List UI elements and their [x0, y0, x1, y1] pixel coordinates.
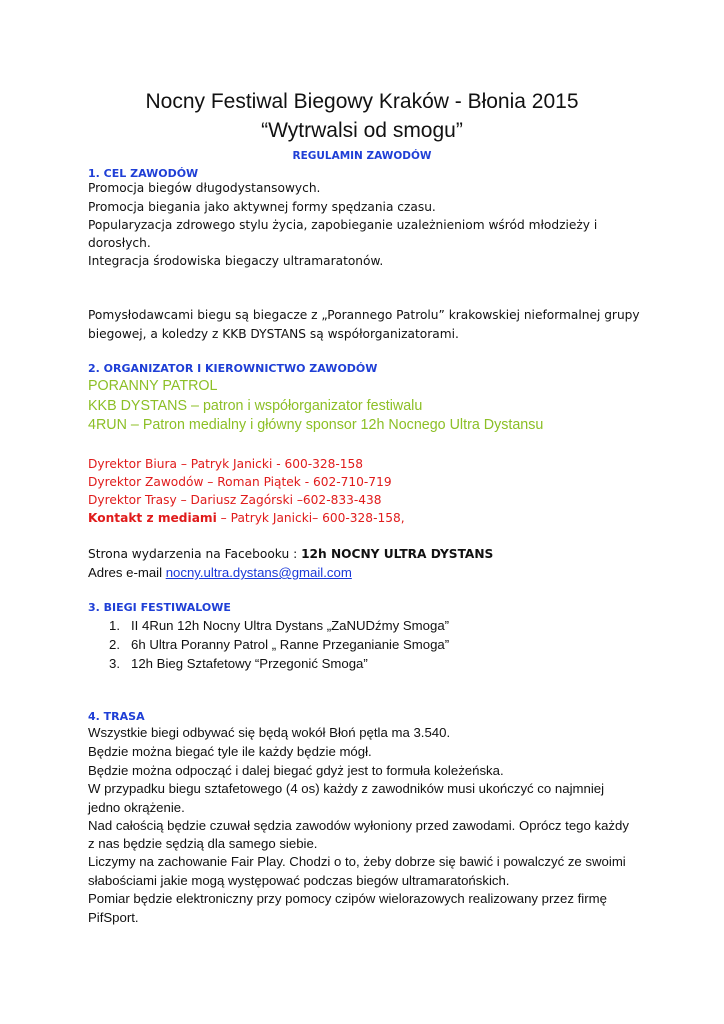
email-label: Adres e-mail — [88, 565, 166, 580]
list-number: 2. — [109, 637, 120, 652]
section1-heading: 1. CEL ZAWODÓW — [88, 167, 199, 180]
facebook-page-name: 12h NOCNY ULTRA DYSTANS — [301, 547, 494, 561]
organizer-line: 4RUN – Patron medialny i główny sponsor 12h Nocnego Ultra Dystansu — [88, 417, 544, 433]
facebook-line — [88, 547, 493, 561]
founders-paragraph: biegowej, a koledzy z KKB DYSTANS są współorganizatorami. — [88, 327, 459, 341]
email-link[interactable]: nocny.ultra.dystans@gmail.com — [165, 565, 352, 580]
contact-line: Dyrektor Biura – Patryk Janicki - 600-328-158 — [88, 457, 364, 471]
race-list-item — [109, 637, 449, 652]
section1-line: Popularyzacja zdrowego stylu życia, zapobieganie uzależnieniom wśród młodzieży i — [88, 218, 598, 232]
race-list-item — [109, 618, 449, 633]
route-line: z nas będzie sędzią dla samego siebie. — [88, 836, 318, 851]
list-number: 3. — [109, 656, 120, 671]
section2-heading: 2. ORGANIZATOR I KIEROWNICTWO ZAWODÓW — [88, 362, 378, 375]
route-line: jedno okrążenie. — [88, 800, 185, 815]
organizer-line: KKB DYSTANS – patron i współorganizator festiwalu — [88, 398, 423, 414]
section4-heading: 4. TRASA — [88, 710, 145, 723]
race-name: II 4Run 12h Nocny Ultra Dystans „ZaNUDźmy Smoga” — [131, 618, 450, 633]
section1-line: dorosłych. — [88, 236, 151, 250]
section1-line: Promocja biegów długodystansowych. — [88, 181, 321, 195]
organizer-line: PORANNY PATROL — [88, 378, 218, 394]
route-line: Wszystkie biegi odbywać się będą wokół Błoń pętla ma 3.540. — [88, 725, 451, 740]
media-contact-text: – Patryk Janicki– 600-328-158, — [216, 511, 405, 525]
regulamin-heading: REGULAMIN ZAWODÓW — [292, 150, 432, 162]
route-line: Liczymy na zachowanie Fair Play. Chodzi o to, żeby dobrze się bawić i powalczyć ze swoimi — [88, 854, 626, 869]
route-line: Pomiar będzie elektroniczny przy pomocy czipów wielorazowych realizowany przez firmę — [88, 891, 607, 906]
document-title: Nocny Festiwal Biegowy Kraków - Błonia 2015 — [145, 90, 579, 113]
race-name: 12h Bieg Sztafetowy “Przegonić Smoga” — [131, 656, 368, 671]
list-number: 1. — [109, 618, 120, 633]
section1-line: Integracja środowiska biegaczy ultramaratonów. — [88, 254, 384, 268]
route-line: Będzie można biegać tyle ile każdy będzie mógł. — [88, 744, 372, 759]
contact-line: Dyrektor Zawodów – Roman Piątek - 602-710-719 — [88, 475, 392, 489]
email-line — [88, 565, 352, 580]
media-contact — [88, 511, 405, 525]
route-line: Będzie można odpocząć i dalej biegać gdyż jest to formuła koleżeńska. — [88, 763, 504, 778]
section3-heading: 3. BIEGI FESTIWALOWE — [88, 601, 231, 614]
route-line: W przypadku biegu sztafetowego (4 os) każdy z zawodników musi ukończyć co najmniej — [88, 781, 605, 796]
section1-line: Promocja biegania jako aktywnej formy spędzania czasu. — [88, 200, 436, 214]
race-list-item — [109, 656, 368, 671]
facebook-label: Strona wydarzenia na Facebooku : — [88, 547, 302, 561]
contact-line: Dyrektor Trasy – Dariusz Zagórski –602-833-438 — [88, 493, 382, 507]
route-line: Nad całością będzie czuwał sędzia zawodów wyłoniony przed zawodami. Oprócz tego każdy — [88, 818, 629, 833]
route-line: PifSport. — [88, 910, 139, 925]
media-contact-label: Kontakt z mediami — [88, 511, 217, 525]
route-line: słabościami jakie mogą występować podczas biegów ultramaratońskich. — [88, 873, 510, 888]
founders-paragraph: Pomysłodawcami biegu są biegacze z „Porannego Patrolu” krakowskiej nieformalnej grupy — [88, 308, 640, 322]
race-name: 6h Ultra Poranny Patrol „ Ranne Przeganianie Smoga” — [131, 637, 450, 652]
document-subtitle: “Wytrwalsi od smogu” — [261, 119, 463, 142]
